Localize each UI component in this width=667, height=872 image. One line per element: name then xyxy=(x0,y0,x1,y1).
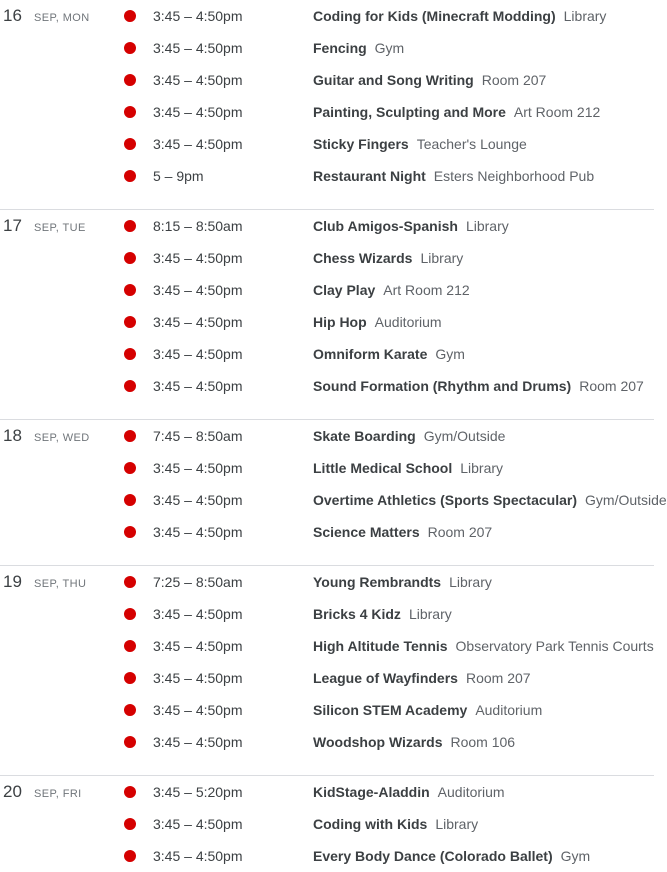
event-location: Auditorium xyxy=(374,314,442,330)
event-time: 3:45 – 4:50pm xyxy=(153,848,243,864)
event-title: Guitar and Song Writing xyxy=(313,72,474,88)
event-time: 3:45 – 4:50pm xyxy=(153,816,243,832)
event-location: Room 207 xyxy=(465,670,531,686)
event-info xyxy=(313,460,503,476)
event-color-dot-icon xyxy=(124,818,136,830)
day-group xyxy=(0,566,654,776)
event-color-dot-icon xyxy=(124,608,136,620)
event-location: Gym/Outside xyxy=(423,428,506,444)
event-color-dot-icon xyxy=(124,316,136,328)
event-info xyxy=(313,168,594,184)
event-row[interactable] xyxy=(0,210,654,242)
event-time: 3:45 – 4:50pm xyxy=(153,492,243,508)
event-list xyxy=(0,0,654,192)
event-title: Skate Boarding xyxy=(313,428,416,444)
event-info xyxy=(313,670,531,686)
event-location: Gym xyxy=(435,346,465,362)
event-location: Gym/Outside xyxy=(585,492,667,508)
event-row[interactable] xyxy=(0,242,654,274)
event-location: Gym xyxy=(374,40,405,56)
event-time: 3:45 – 4:50pm xyxy=(153,104,243,120)
event-time: 8:15 – 8:50am xyxy=(153,218,243,234)
day-label: SEP, WED xyxy=(34,431,90,444)
event-color-dot-icon xyxy=(124,494,136,506)
event-row[interactable] xyxy=(0,32,654,64)
day-group xyxy=(0,420,667,566)
day-number: 16 xyxy=(3,6,22,25)
event-title: Bricks 4 Kidz xyxy=(313,606,401,622)
event-color-dot-icon xyxy=(124,170,136,182)
event-location: Library xyxy=(460,460,504,476)
event-row[interactable] xyxy=(0,808,654,840)
event-color-dot-icon xyxy=(124,640,136,652)
event-time: 5 – 9pm xyxy=(153,168,204,184)
event-row[interactable] xyxy=(0,420,654,452)
event-info xyxy=(313,606,452,622)
event-title: Chess Wizards xyxy=(313,250,413,266)
event-info xyxy=(313,574,492,590)
event-title: Hip Hop xyxy=(313,314,367,330)
event-color-dot-icon xyxy=(124,348,136,360)
event-color-dot-icon xyxy=(124,786,136,798)
event-location: Room 207 xyxy=(579,378,644,394)
event-color-dot-icon xyxy=(124,42,136,54)
event-title: Restaurant Night xyxy=(313,168,426,184)
event-row[interactable] xyxy=(0,566,654,598)
event-row[interactable] xyxy=(0,630,654,662)
event-title: Every Body Dance (Colorado Ballet) xyxy=(313,848,553,864)
event-color-dot-icon xyxy=(124,672,136,684)
event-time: 3:45 – 4:50pm xyxy=(153,378,243,394)
event-title: Silicon STEM Academy xyxy=(313,702,468,718)
event-color-dot-icon xyxy=(124,850,136,862)
event-row[interactable] xyxy=(0,840,654,872)
event-time: 3:45 – 4:50pm xyxy=(153,314,243,330)
event-info xyxy=(313,428,505,444)
event-list xyxy=(0,566,654,758)
event-title: Science Matters xyxy=(313,524,420,540)
event-time: 3:45 – 4:50pm xyxy=(153,250,243,266)
event-location: Observatory Park Tennis Courts xyxy=(455,638,654,654)
event-row[interactable] xyxy=(0,96,654,128)
event-info xyxy=(313,218,509,234)
event-title: Young Rembrandts xyxy=(313,574,442,590)
event-location: Library xyxy=(435,816,479,832)
event-location: Esters Neighborhood Pub xyxy=(433,168,595,184)
day-group xyxy=(0,776,654,872)
day-number: 17 xyxy=(3,216,22,235)
event-time: 3:45 – 4:50pm xyxy=(153,460,243,476)
event-row[interactable] xyxy=(0,516,654,548)
event-location: Teacher's Lounge xyxy=(416,136,527,152)
event-location: Art Room 212 xyxy=(513,104,601,120)
day-label: SEP, MON xyxy=(34,11,90,24)
event-color-dot-icon xyxy=(124,220,136,232)
event-time: 3:45 – 4:50pm xyxy=(153,72,243,88)
event-time: 3:45 – 4:50pm xyxy=(153,734,243,750)
event-info xyxy=(313,314,442,330)
day-label: SEP, THU xyxy=(34,577,87,590)
event-row[interactable] xyxy=(0,160,654,192)
event-title: High Altitude Tennis xyxy=(313,638,448,654)
event-time: 3:45 – 4:50pm xyxy=(153,346,243,362)
event-info xyxy=(313,734,515,750)
event-info xyxy=(313,282,470,298)
event-location: Auditorium xyxy=(437,784,505,800)
event-color-dot-icon xyxy=(124,576,136,588)
event-time: 3:45 – 5:20pm xyxy=(153,784,243,800)
event-location: Art Room 212 xyxy=(383,282,470,298)
event-title: Clay Play xyxy=(313,282,376,298)
event-list xyxy=(0,776,654,872)
event-row[interactable] xyxy=(0,370,654,402)
event-info xyxy=(313,250,463,266)
event-color-dot-icon xyxy=(124,462,136,474)
event-title: Coding for Kids (Minecraft Modding) xyxy=(313,8,556,24)
day-number: 19 xyxy=(3,572,22,591)
event-info xyxy=(313,638,654,654)
event-color-dot-icon xyxy=(124,526,136,538)
event-location: Auditorium xyxy=(475,702,543,718)
event-row[interactable] xyxy=(0,776,654,808)
event-info xyxy=(313,524,492,540)
event-location: Room 207 xyxy=(427,524,493,540)
event-row[interactable] xyxy=(0,338,654,370)
event-color-dot-icon xyxy=(124,736,136,748)
event-row[interactable] xyxy=(0,726,654,758)
event-time: 3:45 – 4:50pm xyxy=(153,524,243,540)
event-time: 3:45 – 4:50pm xyxy=(153,136,243,152)
event-title: Little Medical School xyxy=(313,460,453,476)
event-color-dot-icon xyxy=(124,138,136,150)
event-color-dot-icon xyxy=(124,284,136,296)
event-info xyxy=(313,72,546,88)
event-row[interactable] xyxy=(0,662,654,694)
event-color-dot-icon xyxy=(124,10,136,22)
event-row[interactable] xyxy=(0,0,654,32)
event-time: 3:45 – 4:50pm xyxy=(153,282,243,298)
event-title: Sound Formation (Rhythm and Drums) xyxy=(313,378,572,394)
event-title: Club Amigos-Spanish xyxy=(313,218,458,234)
event-info xyxy=(313,40,404,56)
event-info xyxy=(313,8,606,24)
event-location: Library xyxy=(563,8,607,24)
day-group xyxy=(0,0,654,210)
event-title: Coding with Kids xyxy=(313,816,428,832)
event-location: Library xyxy=(408,606,452,622)
event-location: Room 207 xyxy=(481,72,547,88)
event-row[interactable] xyxy=(0,64,654,96)
event-location: Library xyxy=(449,574,492,590)
event-time: 7:45 – 8:50am xyxy=(153,428,243,444)
event-list xyxy=(0,210,654,402)
event-location: Room 106 xyxy=(450,734,516,750)
event-color-dot-icon xyxy=(124,430,136,442)
event-title: Fencing xyxy=(313,40,367,56)
event-title: Painting, Sculpting and More xyxy=(313,104,506,120)
event-row[interactable] xyxy=(0,694,654,726)
day-label: SEP, TUE xyxy=(34,221,86,234)
event-location: Gym xyxy=(560,848,591,864)
day-number: 20 xyxy=(3,782,22,801)
event-info xyxy=(313,136,527,152)
event-info xyxy=(313,848,590,864)
event-time: 3:45 – 4:50pm xyxy=(153,670,243,686)
event-color-dot-icon xyxy=(124,380,136,392)
event-title: Overtime Athletics (Sports Spectacular) xyxy=(313,492,578,508)
event-location: Library xyxy=(420,250,464,266)
day-group xyxy=(0,210,654,420)
event-info xyxy=(313,816,478,832)
event-info xyxy=(313,784,505,800)
event-row[interactable] xyxy=(0,452,654,484)
event-color-dot-icon xyxy=(124,252,136,264)
event-row[interactable] xyxy=(0,274,654,306)
event-row[interactable] xyxy=(0,598,654,630)
event-info xyxy=(313,104,600,120)
event-time: 3:45 – 4:50pm xyxy=(153,8,243,24)
event-time: 3:45 – 4:50pm xyxy=(153,606,243,622)
event-info xyxy=(313,378,644,394)
day-number: 18 xyxy=(3,426,22,445)
event-row[interactable] xyxy=(0,128,654,160)
event-title: Woodshop Wizards xyxy=(313,734,443,750)
event-title: League of Wayfinders xyxy=(313,670,458,686)
event-time: 3:45 – 4:50pm xyxy=(153,638,243,654)
event-time: 3:45 – 4:50pm xyxy=(153,702,243,718)
event-time: 3:45 – 4:50pm xyxy=(153,40,243,56)
event-info xyxy=(313,346,465,362)
event-color-dot-icon xyxy=(124,74,136,86)
event-title: KidStage-Aladdin xyxy=(313,784,430,800)
event-info xyxy=(313,702,542,718)
event-list xyxy=(0,420,667,548)
event-location: Library xyxy=(465,218,509,234)
event-time: 7:25 – 8:50am xyxy=(153,574,243,590)
event-color-dot-icon xyxy=(124,704,136,716)
event-title: Sticky Fingers xyxy=(313,136,409,152)
event-info xyxy=(313,492,667,508)
event-row[interactable] xyxy=(0,484,667,516)
event-row[interactable] xyxy=(0,306,654,338)
event-title: Omniform Karate xyxy=(313,346,428,362)
day-label: SEP, FRI xyxy=(34,787,82,800)
event-color-dot-icon xyxy=(124,106,136,118)
